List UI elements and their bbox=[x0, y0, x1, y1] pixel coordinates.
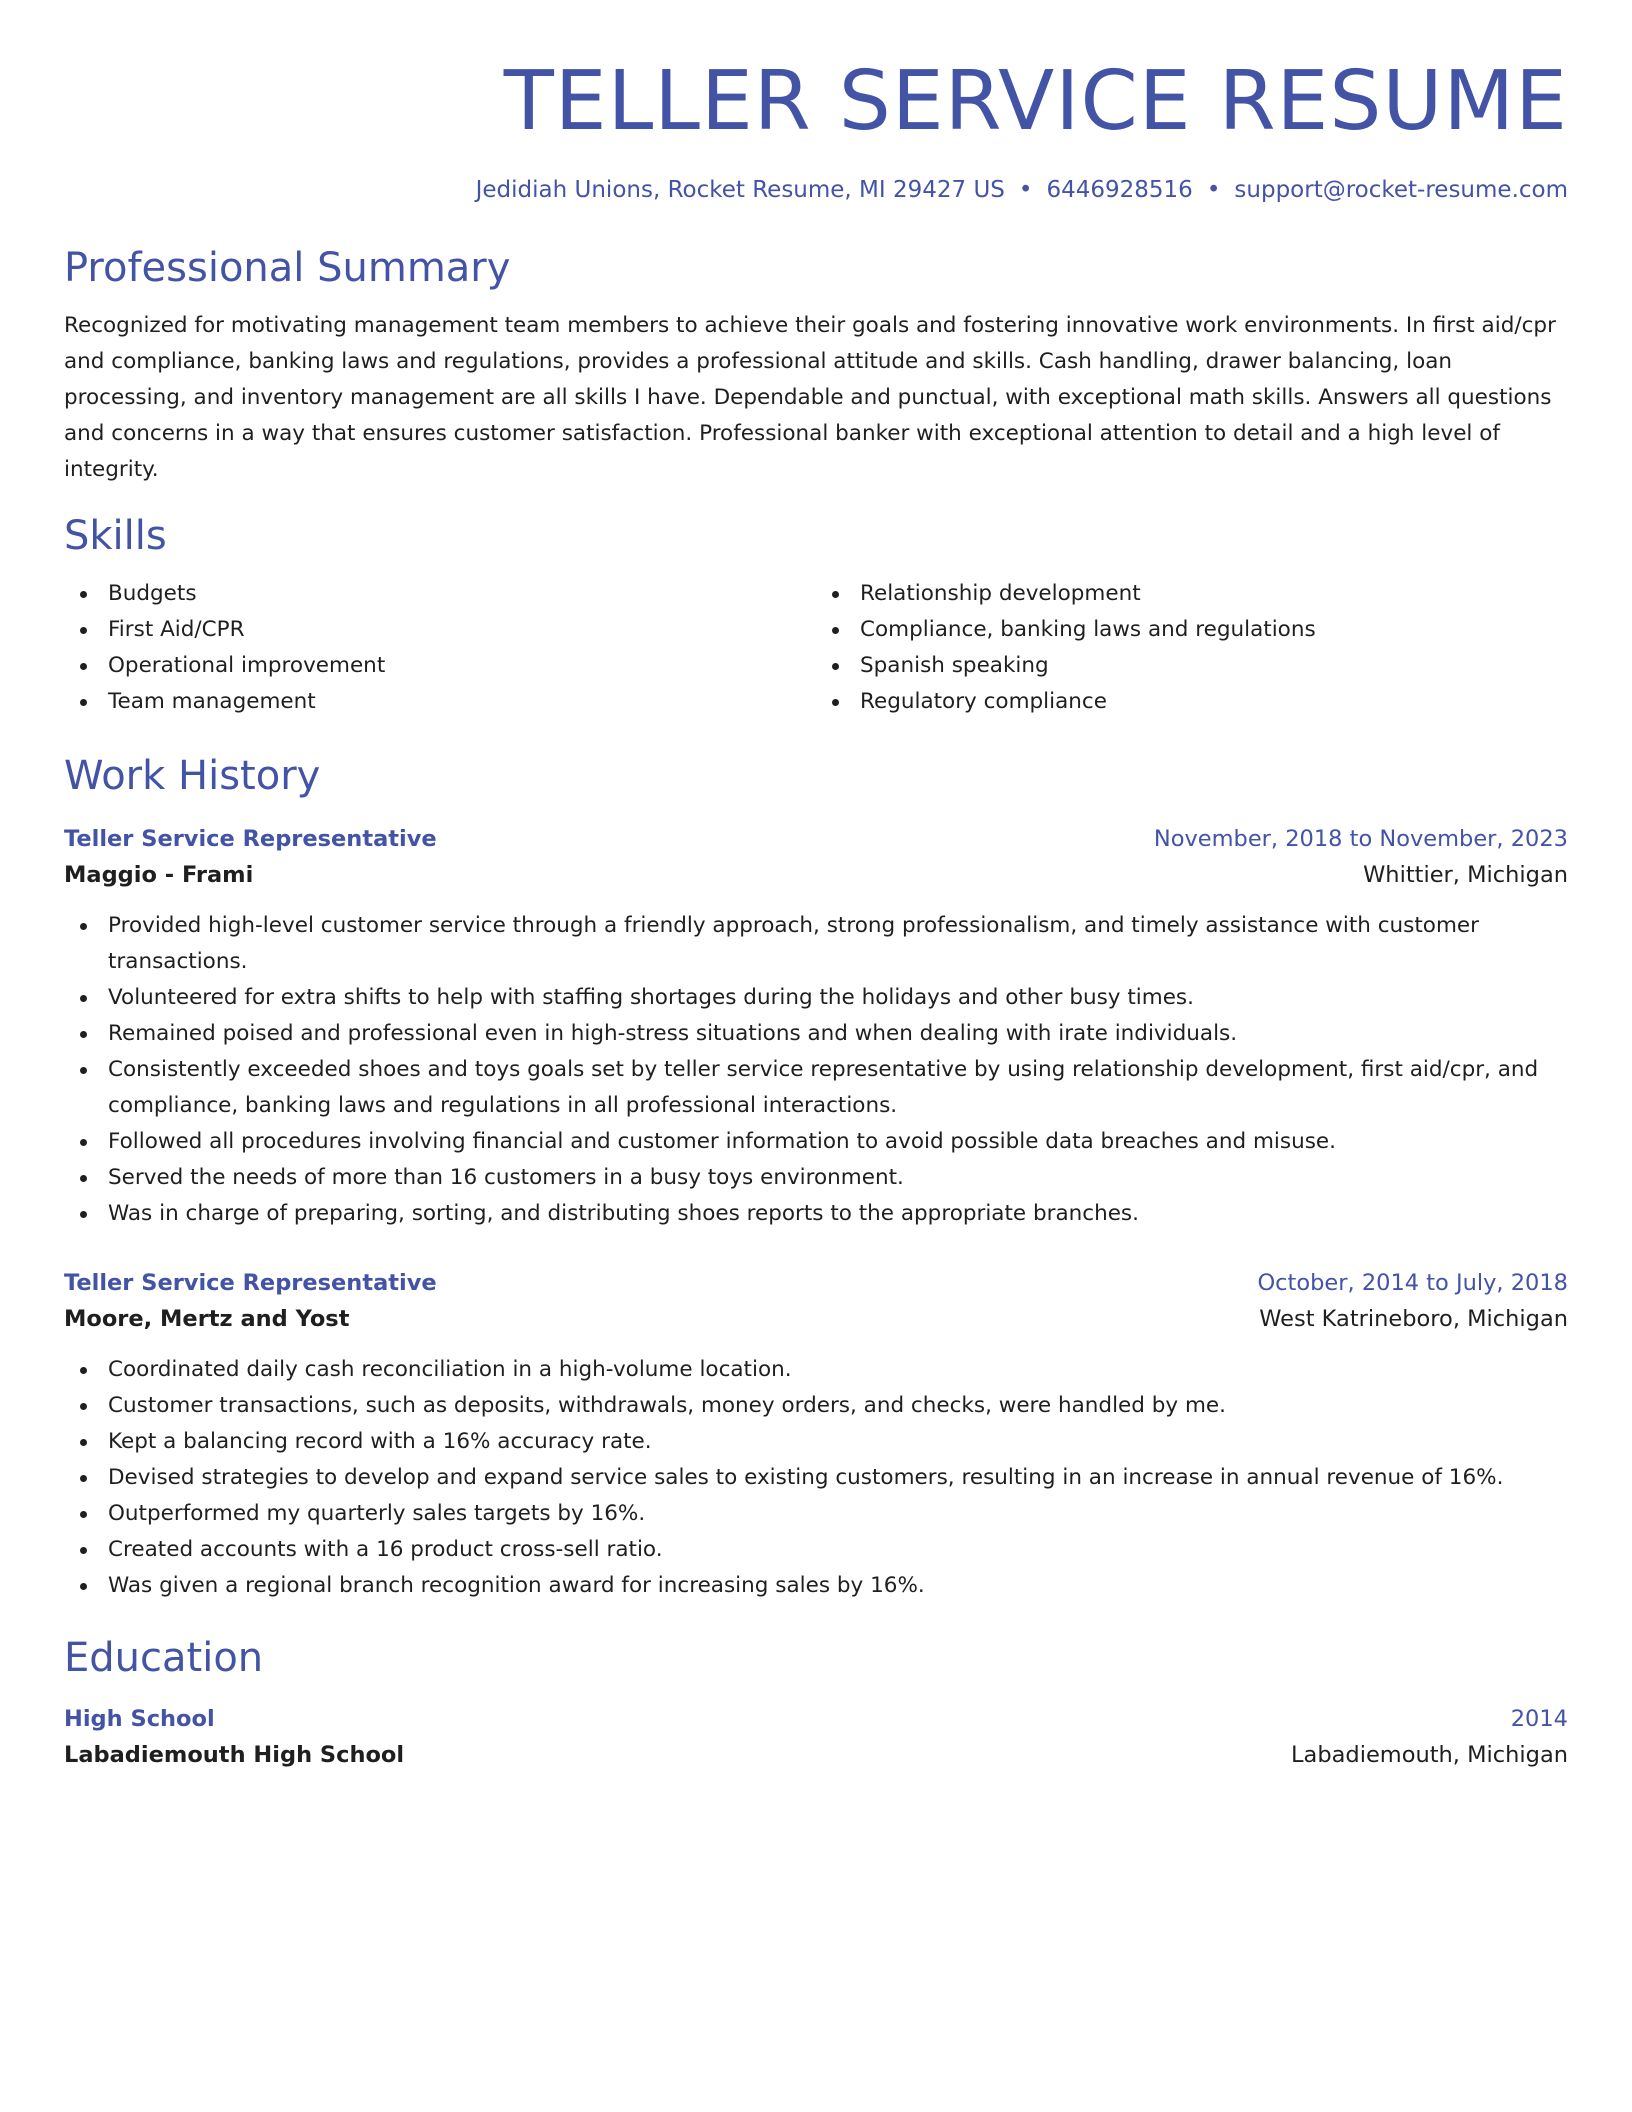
job-bullet-text: Devised strategies to develop and expand service sales to existing customers, resulting in an increase in annual revenue of 16%. bbox=[108, 1465, 1504, 1490]
skill-label: Budgets bbox=[108, 581, 197, 606]
education-degree: High School bbox=[64, 1706, 215, 1732]
bullet-icon bbox=[832, 699, 839, 706]
job-bullet bbox=[64, 1124, 1568, 1160]
job-bullet bbox=[64, 1352, 1568, 1388]
job-bullets bbox=[64, 908, 1568, 1232]
bullet-icon bbox=[80, 995, 87, 1002]
job-bullet-text: Kept a balancing record with a 16% accuracy rate. bbox=[108, 1429, 652, 1454]
skill-item bbox=[816, 648, 1568, 684]
job-bullet bbox=[64, 1496, 1568, 1532]
job-entry bbox=[64, 822, 1568, 1232]
job-entry bbox=[64, 1266, 1568, 1604]
skills-column-left bbox=[64, 576, 816, 720]
education-entry bbox=[64, 1702, 1568, 1774]
education-location: Labadiemouth, Michigan bbox=[1291, 1742, 1568, 1768]
job-bullet bbox=[64, 1424, 1568, 1460]
bullet-icon bbox=[80, 1475, 87, 1482]
job-dates: October, 2014 to July, 2018 bbox=[1257, 1270, 1568, 1296]
skill-item bbox=[64, 612, 816, 648]
job-location: Whittier, Michigan bbox=[1363, 862, 1568, 888]
skill-label: Regulatory compliance bbox=[860, 689, 1107, 714]
job-company-row bbox=[64, 1300, 1568, 1338]
skill-item bbox=[64, 648, 816, 684]
job-bullet bbox=[64, 1532, 1568, 1568]
job-bullet-text: Coordinated daily cash reconciliation in a high-volume location. bbox=[108, 1357, 792, 1382]
bullet-icon bbox=[80, 1175, 87, 1182]
skill-item bbox=[816, 684, 1568, 720]
bullet-icon bbox=[80, 1511, 87, 1518]
skill-label: First Aid/CPR bbox=[108, 617, 245, 642]
job-bullet bbox=[64, 1016, 1568, 1052]
job-bullet-text: Outperformed my quarterly sales targets by 16%. bbox=[108, 1501, 646, 1526]
skill-label: Relationship development bbox=[860, 581, 1141, 606]
job-bullet bbox=[64, 908, 1568, 980]
skill-label: Team management bbox=[108, 689, 316, 714]
education-heading: Education bbox=[64, 1635, 264, 1681]
bullet-icon bbox=[80, 627, 87, 634]
bullet-icon bbox=[80, 1139, 87, 1146]
skills-heading: Skills bbox=[64, 513, 167, 559]
bullet-icon bbox=[80, 1067, 87, 1074]
job-title-row bbox=[64, 1266, 1568, 1300]
job-bullet-text: Was given a regional branch recognition award for increasing sales by 16%. bbox=[108, 1573, 925, 1598]
contact-address: Jedidiah Unions, Rocket Resume, MI 29427 US bbox=[475, 177, 1005, 203]
job-bullet bbox=[64, 1568, 1568, 1604]
education-degree-row bbox=[64, 1702, 1568, 1736]
job-bullet-text: Volunteered for extra shifts to help with staffing shortages during the holidays and other busy times. bbox=[108, 985, 1194, 1010]
bullet-icon bbox=[80, 1367, 87, 1374]
skill-item bbox=[64, 684, 816, 720]
job-bullet-text: Served the needs of more than 16 customers in a busy toys environment. bbox=[108, 1165, 904, 1190]
job-bullet bbox=[64, 1160, 1568, 1196]
resume-title: TELLER SERVICE RESUME bbox=[503, 54, 1568, 149]
job-bullet-text: Consistently exceeded shoes and toys goals set by teller service representative by using relationship development, first aid/cpr, and compliance, banking laws and regulations in all professional interactions. bbox=[108, 1057, 1539, 1118]
job-bullet-text: Created accounts with a 16 product cross-sell ratio. bbox=[108, 1537, 663, 1562]
job-bullets bbox=[64, 1352, 1568, 1604]
contact-separator: • bbox=[1018, 177, 1033, 203]
bullet-icon bbox=[80, 1583, 87, 1590]
education-year: 2014 bbox=[1510, 1706, 1568, 1732]
bullet-icon bbox=[80, 699, 87, 706]
bullet-icon bbox=[80, 1439, 87, 1446]
skill-label: Compliance, banking laws and regulations bbox=[860, 617, 1316, 642]
skills-grid bbox=[64, 576, 1568, 720]
job-bullet-text: Was in charge of preparing, sorting, and distributing shoes reports to the appropriate branches. bbox=[108, 1201, 1139, 1226]
skill-item bbox=[816, 576, 1568, 612]
education-school: Labadiemouth High School bbox=[64, 1742, 405, 1768]
contact-separator: • bbox=[1206, 177, 1221, 203]
job-bullet bbox=[64, 980, 1568, 1016]
contact-phone: 6446928516 bbox=[1046, 177, 1193, 203]
bullet-icon bbox=[832, 627, 839, 634]
skills-column-right bbox=[816, 576, 1568, 720]
summary-heading: Professional Summary bbox=[64, 245, 511, 291]
job-title: Teller Service Representative bbox=[64, 1270, 437, 1296]
job-location: West Katrineboro, Michigan bbox=[1259, 1306, 1568, 1332]
job-bullet-text: Customer transactions, such as deposits, withdrawals, money orders, and checks, were handled by me. bbox=[108, 1393, 1226, 1418]
job-company: Maggio - Frami bbox=[64, 862, 254, 888]
contact-email: support@rocket-resume.com bbox=[1234, 177, 1568, 203]
job-bullet-text: Remained poised and professional even in high-stress situations and when dealing with irate individuals. bbox=[108, 1021, 1238, 1046]
skill-label: Operational improvement bbox=[108, 653, 386, 678]
job-bullet bbox=[64, 1460, 1568, 1496]
bullet-icon bbox=[80, 1211, 87, 1218]
job-title-row bbox=[64, 822, 1568, 856]
bullet-icon bbox=[80, 1031, 87, 1038]
education-school-row bbox=[64, 1736, 1568, 1774]
job-dates: November, 2018 to November, 2023 bbox=[1153, 826, 1568, 852]
skill-item bbox=[64, 576, 816, 612]
bullet-icon bbox=[80, 591, 87, 598]
work-history-heading: Work History bbox=[64, 753, 321, 799]
bullet-icon bbox=[80, 1403, 87, 1410]
job-bullet-text: Followed all procedures involving financial and customer information to avoid possible data breaches and misuse. bbox=[108, 1129, 1336, 1154]
bullet-icon bbox=[80, 1547, 87, 1554]
job-bullet bbox=[64, 1196, 1568, 1232]
job-bullet bbox=[64, 1052, 1568, 1124]
bullet-icon bbox=[80, 923, 87, 930]
job-bullet bbox=[64, 1388, 1568, 1424]
bullet-icon bbox=[832, 663, 839, 670]
job-company: Moore, Mertz and Yost bbox=[64, 1306, 350, 1332]
bullet-icon bbox=[832, 591, 839, 598]
skill-label: Spanish speaking bbox=[860, 653, 1049, 678]
job-company-row bbox=[64, 856, 1568, 894]
summary-text: Recognized for motivating management team members to achieve their goals and fostering innovative work environments. In first aid/cpr and compliance, banking laws and regulations, provides a professional attitude and skills. Cash handling, drawer balancing, loan processing, and inventory management are all skills I have. Dependable and punctual, with exceptional math skills. Answers all questions and concerns in a way that ensures customer satisfaction. Professional banker with exceptional attention to detail and a high level of integrity. bbox=[64, 313, 1556, 482]
skill-item bbox=[816, 612, 1568, 648]
job-bullet-text: Provided high-level customer service through a friendly approach, strong professionalism, and timely assistance with customer transactions. bbox=[108, 913, 1479, 974]
contact-line bbox=[64, 174, 1568, 206]
bullet-icon bbox=[80, 663, 87, 670]
job-title: Teller Service Representative bbox=[64, 826, 437, 852]
